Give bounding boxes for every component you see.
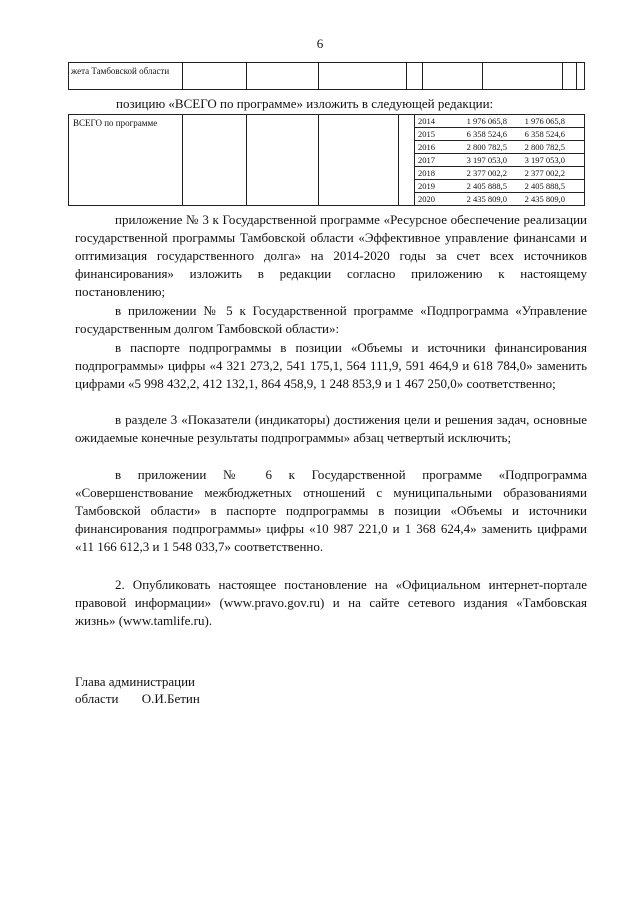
paragraph-passport-figures: в паспорте подпрограммы в позиции «Объемы и источники финансирования подпрограммы» цифры «4 321 273,2, 541 175,1, 564 111,9, 591 464,9 и 618 784,0» заменить цифрами «5 998 432,2, 412 132,1, 864 458,9, 1 248 853,9 и 1 467 250,0» соответственно;	[75, 340, 587, 391]
budget-table-fragment	[68, 62, 585, 90]
value-cell: 2 377 002,2	[511, 167, 569, 180]
yearly-values-table	[415, 115, 585, 205]
year-cell: 2020	[418, 194, 435, 204]
value-cell: 3 197 053,0	[449, 154, 511, 167]
value-cell: 1 976 065,8	[449, 115, 511, 128]
table-row	[415, 154, 585, 167]
year-cell: 2014	[415, 115, 449, 128]
value-cell: 2 435 809,0	[466, 194, 507, 204]
table-row	[415, 167, 585, 180]
table-row	[415, 141, 585, 154]
paragraph-publish: 2. Опубликовать настоящее постановление на «Официальном интернет-портале правовой информации» (www.pravo.gov.ru) и на сайте сетевого издания «Тамбовская жизнь» (www.tamlife.ru).	[75, 577, 587, 628]
value-cell: 3 197 053,0	[511, 154, 569, 167]
paragraph-appendix-3: приложение № 3 к Государственной программе «Ресурсное обеспечение реализации государственной программы Тамбовской области «Эффективное управление финансами и оптимизация государственного долга» на 2014-2020 годы за счет всех источников финансирования» изложить в редакции согласно приложению к настоящему постановлению;	[75, 212, 587, 299]
total-label: ВСЕГО по программе	[69, 115, 183, 206]
table-row-label: жета Тамбовской области	[69, 63, 183, 90]
value-cell: 1 976 065,8	[511, 115, 569, 128]
value-cell: 2 800 782,5	[511, 141, 569, 154]
intro-line: позицию «ВСЕГО по программе» изложить в следующей редакции:	[116, 96, 494, 111]
signature-title: Глава администрации	[75, 674, 196, 689]
year-cell: 2018	[415, 167, 449, 180]
year-cell: 2017	[415, 154, 449, 167]
paragraph-section-3: в разделе 3 «Показатели (индикаторы) достижения цели и решения задач, основные ожидаемые конечные результаты подпрограммы» абзац четвертый исключить;	[75, 412, 587, 445]
value-cell: 2 405 888,5	[449, 180, 511, 193]
page-number: 6	[316, 36, 324, 51]
signature-block	[75, 673, 200, 707]
value-cell: 6 358 524,6	[511, 128, 569, 141]
paragraph-appendix-5: в приложении № 5 к Государственной программе «Подпрограмма «Управление государственным долгом Тамбовской области»:	[75, 303, 587, 336]
paragraph-appendix-6: в приложении № 6 к Государственной программе «Подпрограмма «Совершенствование межбюджетных отношений с муниципальными образованиями Тамбовской области» в паспорте подпрограммы в позиции «Объемы и источники финансирования подпрограммы» цифры «10 987 221,0 и 1 368 624,4» заменить цифрами «11 166 612,3 и 1 548 033,7» соответственно.	[75, 467, 587, 554]
value-cell: 2 377 002,2	[449, 167, 511, 180]
table-row	[415, 128, 585, 141]
table-row	[415, 180, 585, 193]
signature-region: области	[75, 691, 119, 706]
value-cell: 2 800 782,5	[449, 141, 511, 154]
value-cell: 2 435 809,0	[524, 194, 565, 204]
year-cell: 2019	[415, 180, 449, 193]
signature-name: О.И.Бетин	[141, 691, 200, 706]
year-cell: 2016	[415, 141, 449, 154]
value-cell: 2 405 888,5	[511, 180, 569, 193]
year-cell: 2015	[415, 128, 449, 141]
table-row	[415, 193, 585, 206]
total-program-table	[68, 114, 585, 206]
value-cell: 6 358 524,6	[449, 128, 511, 141]
table-row	[415, 115, 585, 128]
